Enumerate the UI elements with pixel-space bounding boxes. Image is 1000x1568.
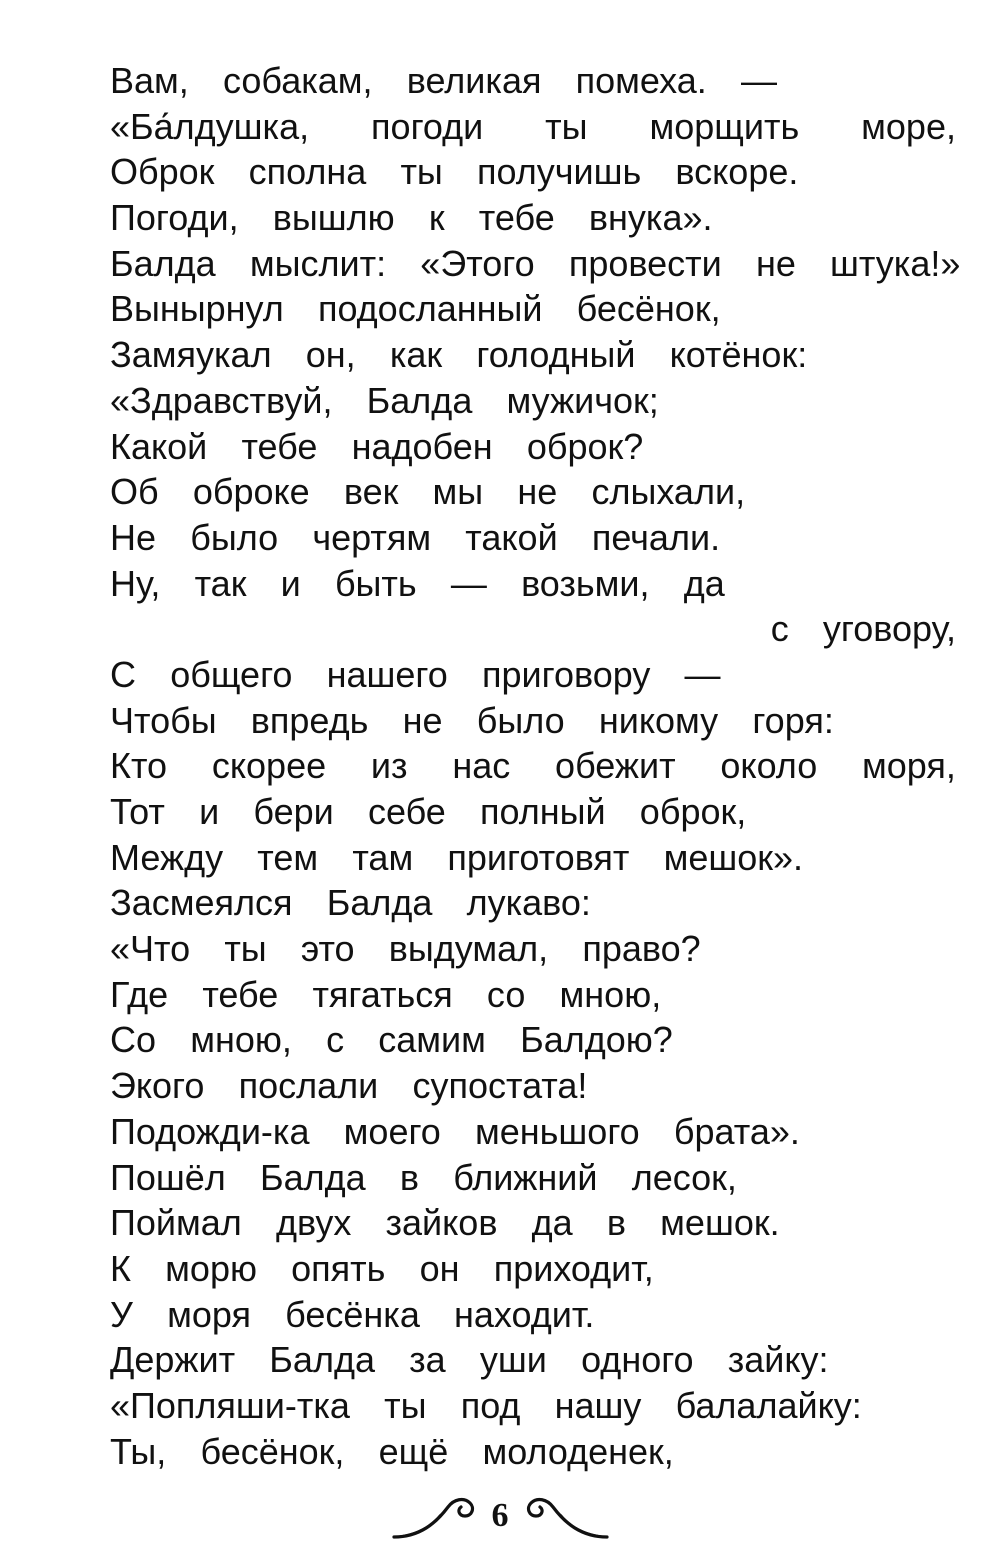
poem-line: Тот и бери себе полный оброк, [110, 791, 747, 832]
poem-line: Вынырнул подосланный бесёнок, [110, 288, 721, 330]
poem-line: «Ба́лдушка, погоди ты морщить море, [110, 105, 956, 147]
swirl-ornament-left-icon [390, 1493, 480, 1543]
poem-text [110, 58, 961, 1474]
poem-line: Ты, бесёнок, ещё молоденек, [110, 1430, 674, 1472]
poem-line: Экого послали супостата! [110, 1065, 588, 1107]
poem-line: Не было чертям такой печали. [110, 516, 721, 558]
poem-line: Поймал двух зайков да в мешок. [110, 1202, 780, 1244]
poem-line: Между тем там приготовят мешок». [110, 836, 804, 878]
poem-line: Балда мыслит: «Этого провести не штука!» [110, 242, 961, 284]
page-footer [0, 1488, 1000, 1548]
poem-line: Где тебе тягаться со мною, [110, 973, 662, 1015]
poem-line: с уговору, [770, 608, 956, 650]
poem-line: Держит Балда за уши одного зайку: [110, 1339, 829, 1381]
poem-line: С общего нашего приговору — [110, 653, 721, 695]
poem-line: Об оброке век мы не слыхали, [110, 471, 746, 513]
poem-line: Оброк сполна ты получишь вскоре. [110, 151, 799, 193]
poem-line: Подожди-ка моего меньшого брата». [110, 1110, 800, 1152]
poem-line: Со мною, с самим Балдою? [110, 1019, 673, 1061]
poem-line: «Что ты это выдумал, право? [110, 928, 701, 970]
poem-line: Засмеялся Балда лукаво: [110, 882, 591, 924]
swirl-ornament-right-icon [521, 1493, 611, 1543]
poem-line: Погоди, вышлю к тебе внука». [110, 197, 713, 239]
poem-line: «Здравствуй, Балда мужичок; [110, 379, 659, 421]
poem-line: Вам, собакам, великая помеха. — [110, 60, 777, 101]
poem-line: «Попляши-тка ты под нашу балалайку: [110, 1384, 862, 1426]
poem-line: К морю опять он приходит, [110, 1247, 654, 1289]
poem-line: У моря бесёнка находит. [110, 1293, 595, 1335]
poem-line: Чтобы впредь не было никому горя: [110, 699, 834, 741]
poem-line: Какой тебе надобен оброк? [110, 425, 644, 467]
poem-line: Кто скорее из нас обежит около моря, [110, 745, 956, 787]
poem-line: Замяукал он, как голодный котёнок: [110, 334, 808, 376]
poem-line: Ну, так и быть — возьми, да [110, 562, 725, 604]
poem-line: Пошёл Балда в ближний лесок, [110, 1156, 737, 1198]
page-number: 6 [491, 1497, 509, 1534]
